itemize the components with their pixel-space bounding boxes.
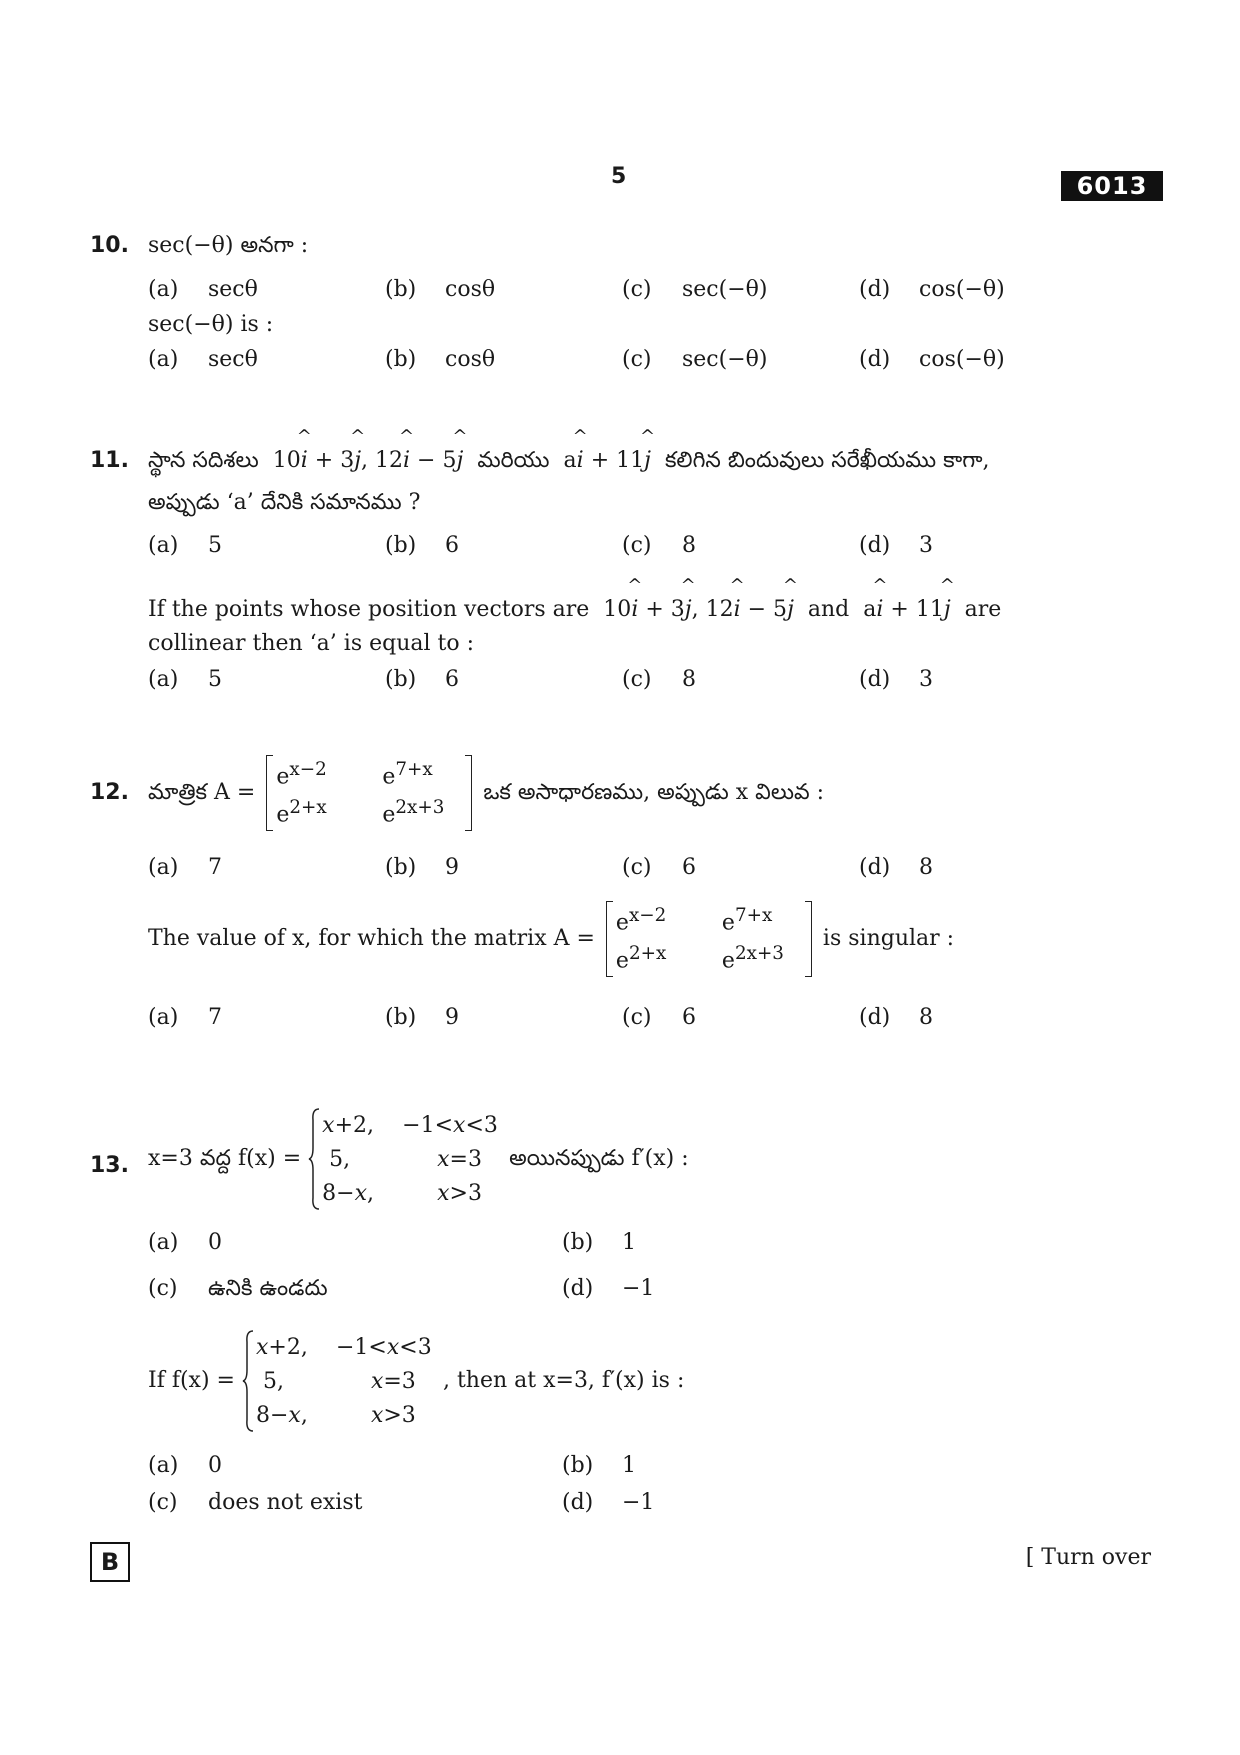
- question-stem-telugu: స్థాన సదిశలు 10^ i + 3^ j, 12^ i − 5^ j మరియు a^ i + 11^ j కలిగిన బిందువులు సరేఖీయము కాగా,: [148, 448, 990, 478]
- question-stem-english: The value of x, for which the matrix A = $e^{x-2}$ $e^{7+x}$ $e^{2+x}$ $e^{2x+3}$ is singular :: [148, 901, 954, 977]
- option-b[interactable]: (b) cosθ: [385, 277, 496, 302]
- options-telugu: [148, 277, 1148, 307]
- question-stem-telugu: x=3 వద్ద f(x) = x+2, −1<x<3 5, x=3 8−x, x>3 అయినప్పుడు f′(x) :: [148, 1108, 689, 1210]
- question-number: 13.: [90, 1153, 129, 1178]
- options-telugu-row1: [148, 1230, 1148, 1260]
- option-a[interactable]: (a) 7: [148, 855, 222, 880]
- question-number: 11.: [90, 448, 129, 473]
- option-c[interactable]: (c) 8: [622, 667, 696, 692]
- option-c[interactable]: (c) does not exist: [148, 1490, 363, 1515]
- option-b[interactable]: (b) 9: [385, 855, 459, 880]
- piecewise-function: x+2, −1<x<3 5, x=3 8−x, x>3: [242, 1330, 436, 1432]
- option-d[interactable]: (d) cos(−θ): [859, 347, 1005, 372]
- option-c[interactable]: (c) 8: [622, 533, 696, 558]
- option-a[interactable]: (a) 5: [148, 667, 222, 692]
- option-d[interactable]: (d) cos(−θ): [859, 277, 1005, 302]
- option-a[interactable]: (a) 0: [148, 1230, 222, 1255]
- options-english-row1: [148, 1453, 1148, 1483]
- options-telugu: [148, 533, 1148, 563]
- booklet-series-box: B: [90, 1542, 130, 1582]
- option-d[interactable]: (d) 8: [859, 855, 933, 880]
- options-english: [148, 347, 1148, 377]
- option-a[interactable]: (a) 0: [148, 1453, 222, 1478]
- option-a[interactable]: (a) secθ: [148, 347, 258, 372]
- option-b[interactable]: (b) 6: [385, 533, 459, 558]
- vector-expression: a^ i + 11^ j: [557, 448, 658, 473]
- left-brace-icon: [242, 1330, 254, 1432]
- option-b[interactable]: (b) 6: [385, 667, 459, 692]
- option-d[interactable]: (d) 8: [859, 1005, 933, 1030]
- question-number: 10.: [90, 233, 129, 258]
- option-b[interactable]: (b) cosθ: [385, 347, 496, 372]
- options-english: [148, 667, 1148, 697]
- option-b[interactable]: (b) 1: [562, 1230, 636, 1255]
- option-c[interactable]: (c) ఉనికి ఉండదు: [148, 1276, 328, 1301]
- piecewise-function: x+2, −1<x<3 5, x=3 8−x, x>3: [308, 1108, 502, 1210]
- vector-expression: 10^ i + 3^ j, 12^ i − 5^ j: [266, 448, 471, 473]
- page-number: 5: [611, 164, 627, 189]
- question-stem-english: If f(x) = x+2, −1<x<3 5, x=3 8−x, x>3 , then at x=3, f′(x) is :: [148, 1330, 684, 1432]
- question-12: [90, 755, 1170, 1045]
- matrix-a: $e^{x-2}$ $e^{7+x}$ $e^{2+x}$ $e^{2x+3}$: [266, 755, 472, 831]
- option-a[interactable]: (a) 5: [148, 533, 222, 558]
- vector-expression: a^ i + 11^ j: [856, 597, 957, 622]
- vector-expression: 10^ i + 3^ j, 12^ i − 5^ j: [596, 597, 801, 622]
- question-stem-telugu: మాత్రిక A = $e^{x-2}$ $e^{7+x}$ $e^{2+x}$ $e^{2x+3}$ ఒక అసాధారణము, అప్పుడు x విలువ :: [148, 755, 824, 831]
- option-c[interactable]: (c) 6: [622, 855, 696, 880]
- question-stem-telugu-line2: అప్పుడు ‘a’ దేనికి సమానము ?: [148, 490, 421, 515]
- option-d[interactable]: (d) −1: [562, 1276, 655, 1301]
- options-telugu: [148, 855, 1148, 885]
- option-a[interactable]: (a) 7: [148, 1005, 222, 1030]
- options-english-row2: [148, 1490, 1148, 1520]
- paper-code-badge: 6013: [1061, 171, 1163, 201]
- option-b[interactable]: (b) 9: [385, 1005, 459, 1030]
- left-brace-icon: [308, 1108, 320, 1210]
- option-c[interactable]: (c) sec(−θ): [622, 277, 768, 302]
- question-stem-english: If the points whose position vectors are 10^ i + 3^ j, 12^ i − 5^ j and a^ i + 11^ j are: [148, 597, 1001, 622]
- options-english: [148, 1005, 1148, 1035]
- option-d[interactable]: (d) 3: [859, 667, 933, 692]
- matrix-a: $e^{x-2}$ $e^{7+x}$ $e^{2+x}$ $e^{2x+3}$: [606, 901, 812, 977]
- option-a[interactable]: (a) secθ: [148, 277, 258, 302]
- question-stem-english-line2: collinear then ‘a’ is equal to :: [148, 631, 475, 656]
- options-telugu-row2: [148, 1276, 1148, 1306]
- option-c[interactable]: (c) 6: [622, 1005, 696, 1030]
- option-d[interactable]: (d) −1: [562, 1490, 655, 1515]
- option-b[interactable]: (b) 1: [562, 1453, 636, 1478]
- question-10: [90, 233, 1170, 383]
- question-number: 12.: [90, 780, 129, 805]
- question-stem-telugu: sec(−θ) అనగా :: [148, 233, 309, 258]
- question-stem-english: sec(−θ) is :: [148, 312, 274, 337]
- question-13: [90, 1108, 1170, 1528]
- turn-over-note: [ Turn over: [1025, 1545, 1151, 1570]
- question-11: [90, 448, 1170, 698]
- option-c[interactable]: (c) sec(−θ): [622, 347, 768, 372]
- option-d[interactable]: (d) 3: [859, 533, 933, 558]
